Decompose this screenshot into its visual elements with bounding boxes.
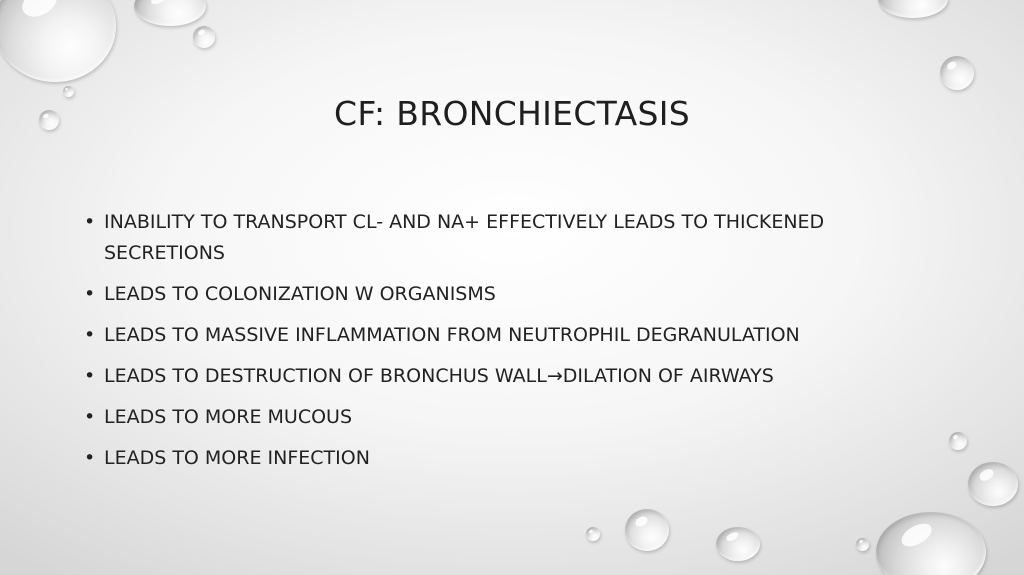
bullet-item [82,207,902,269]
bullet-item [82,443,902,474]
bullet-dot: • [84,324,96,346]
bullet-dot: • [84,365,96,387]
water-droplet-bottom-center-small [716,527,760,561]
bullet-text: INABILITY TO TRANSPORT CL- AND NA+ EFFECTIVELY LEADS TO THICKENED SECRETIONS [104,211,825,264]
slide-title: CF: BRONCHIECTASIS [334,94,690,133]
water-droplet-bottom-tiny-1 [586,527,600,541]
bullet-dot: • [84,283,96,305]
water-droplet-right-medium [940,56,974,90]
water-droplet-bottom-right-medium [968,462,1018,506]
right-arrow-icon: → [546,365,563,387]
bullet-text: LEADS TO MORE INFECTION [104,447,370,469]
water-droplet-bottom-right-small [949,432,967,450]
bullet-text: LEADS TO MASSIVE INFLAMMATION FROM NEUTROPHIL DEGRANULATION [104,324,800,346]
bullet-text: LEADS TO MORE MUCOUS [104,406,353,428]
water-droplet-top-right [878,0,948,18]
water-droplet-large-top-left [0,0,116,82]
bullet-item [82,279,902,310]
bullet-dot: • [84,447,96,469]
bullet-dot: • [84,406,96,428]
water-droplet-bottom-center [625,509,669,551]
bullet-item [82,402,902,433]
water-droplet-bottom-tiny-2 [856,538,869,551]
bullet-text-after-arrow: DILATION OF AIRWAYS [562,365,774,387]
bullet-text-before-arrow: LEADS TO DESTRUCTION OF BRONCHUS WALL [104,365,547,387]
water-droplet-top-left-small [134,0,206,26]
water-droplet-top-left-tiny [193,26,215,48]
bullet-item [82,361,902,392]
bullet-text: LEADS TO COLONIZATION W ORGANISMS [104,283,496,305]
bullet-list [82,207,902,484]
water-droplet-bottom-right-large [876,512,986,575]
bullet-dot: • [84,211,96,233]
bullet-item [82,320,902,351]
